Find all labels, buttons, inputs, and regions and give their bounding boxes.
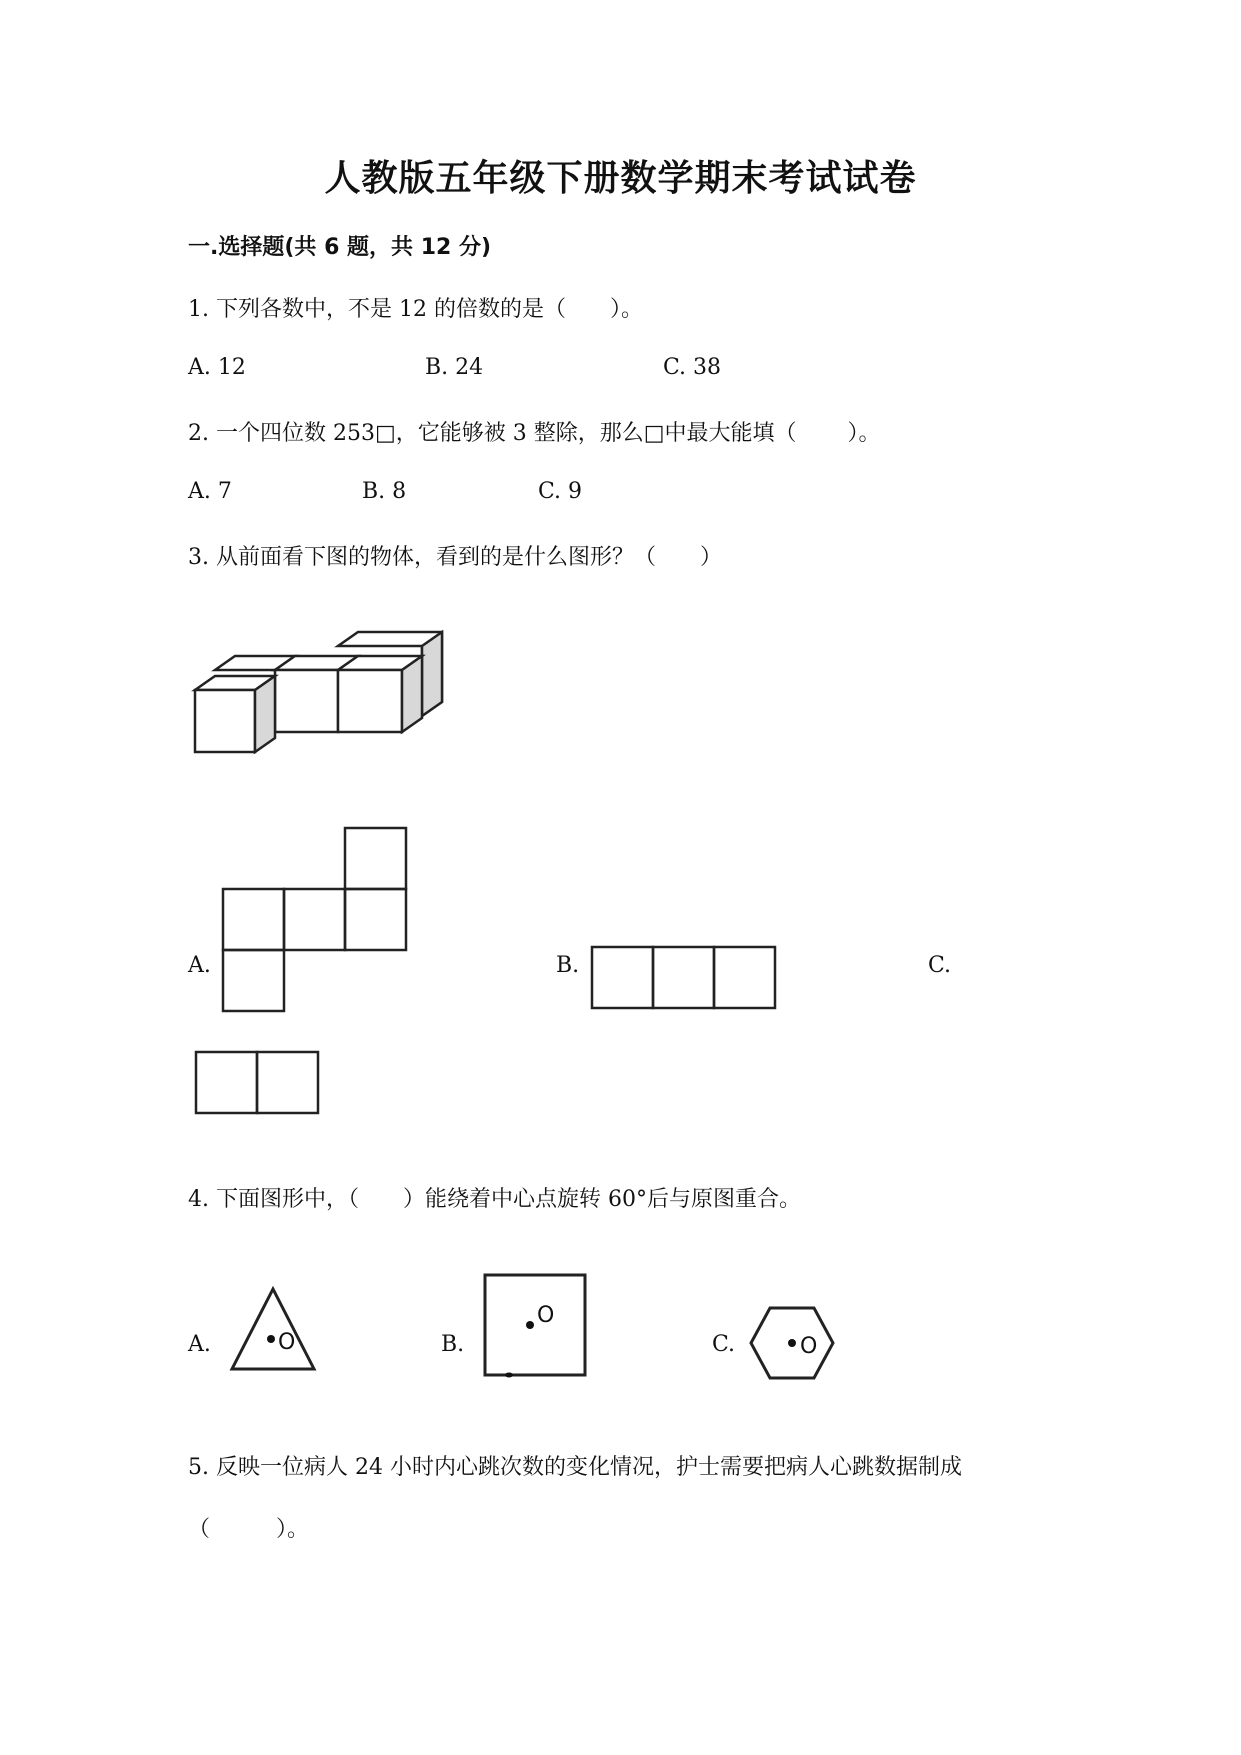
question-2-option-b: B. 8 [362, 479, 407, 504]
question-4-option-b: B. [441, 1332, 465, 1357]
question-2-option-c: C. 9 [538, 479, 583, 504]
question-2-text: 2. 一个四位数 253□，它能够被 3 整除，那么□中最大能填（ ）。 [188, 421, 881, 446]
question-2-option-a: A. 7 [188, 479, 232, 504]
question-1-option-b: B. 24 [425, 355, 484, 380]
cube-stack-figure [185, 620, 455, 760]
question-1-text: 1. 下列各数中，不是 12 的倍数的是（ ）。 [188, 297, 643, 322]
exam-title: 人教版五年级下册数学期末考试试卷 [324, 158, 917, 199]
question-1-option-a: A. 12 [188, 355, 246, 380]
question-4-option-a-center-label: O [278, 1330, 296, 1355]
question-3-option-a-figure [220, 820, 410, 1010]
question-3-text: 3. 从前面看下图的物体，看到的是什么图形？（ ） [188, 545, 722, 570]
question-1-option-c: C. 38 [663, 355, 722, 380]
question-4-option-b-center-label: O [537, 1303, 555, 1328]
question-4-option-c: C. [712, 1332, 736, 1357]
section-heading: 一.选择题(共 6 题，共 12 分) [188, 235, 492, 260]
question-3-option-b-figure [590, 945, 780, 1011]
question-4-option-c-hexagon [748, 1305, 836, 1381]
question-4-option-c-center-label: O [800, 1334, 818, 1359]
question-3-option-c: C. [928, 953, 952, 978]
question-4-option-b-square [482, 1272, 588, 1382]
question-4-option-a-triangle [228, 1285, 318, 1375]
question-3-option-c-figure [194, 1050, 322, 1116]
question-3-option-b: B. [556, 953, 580, 978]
question-3-option-a: A. [188, 953, 211, 978]
question-5-text-line-1: 5. 反映一位病人 24 小时内心跳次数的变化情况，护士需要把病人心跳数据制成 [188, 1455, 962, 1480]
question-5-text-line-2: （ ）。 [188, 1517, 310, 1542]
question-4-option-a: A. [188, 1332, 211, 1357]
question-4-text: 4. 下面图形中，（ ）能绕着中心点旋转 60°后与原图重合。 [188, 1187, 801, 1212]
